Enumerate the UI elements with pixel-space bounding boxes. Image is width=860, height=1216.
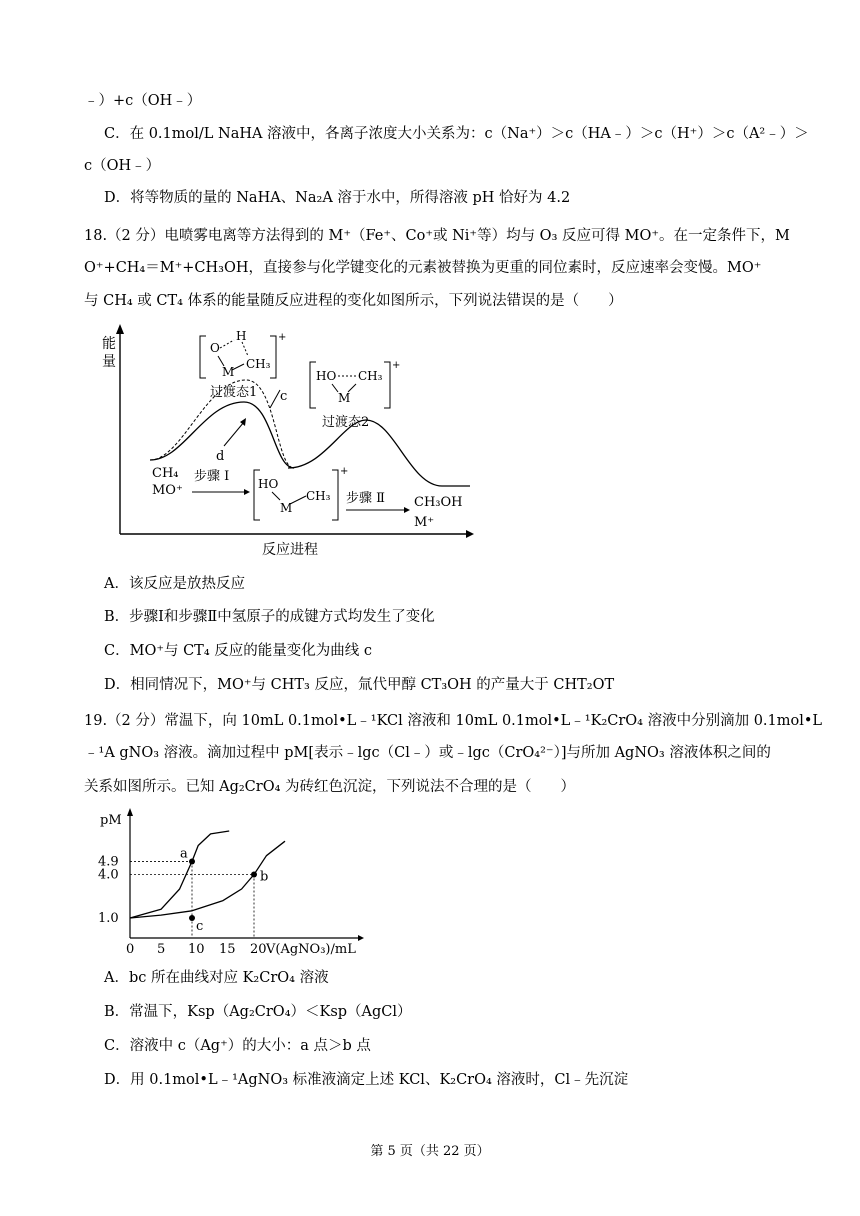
svg-text:+: +	[392, 360, 401, 371]
option-d: D．相同情况下，MO⁺与 CHT₃ 反应，氚代甲醇 CT₃OH 的产量大于 CHT₂OT	[104, 677, 615, 693]
option-b: B．常温下，Ksp（Ag₂CrO₄）＜Ksp（AgCl）	[104, 1004, 412, 1020]
svg-text:O: O	[210, 341, 220, 355]
svg-text:H: H	[236, 329, 247, 343]
svg-text:M: M	[222, 365, 235, 379]
question-18: 18.（2 分）电喷雾电离等方法得到的 M⁺（Fe⁺、Co⁺或 Ni⁺等）均与 O₃ 反应可得 MO⁺。在一定条件下，M	[84, 228, 790, 244]
option-a: A．bc 所在曲线对应 K₂CrO₄ 溶液	[104, 970, 329, 986]
svg-text:M⁺: M⁺	[414, 515, 435, 530]
x-axis-label: V(AgNO₃)/mL	[266, 942, 356, 957]
point-a	[189, 858, 195, 864]
transition-state-1: 过渡态1	[210, 385, 258, 400]
option-d: D．用 0.1mol•L﹣¹AgNO₃ 标准液滴定上述 KCl、K₂CrO₄ 溶液时，Cl﹣先沉淀	[104, 1072, 629, 1088]
svg-text:量: 量	[102, 354, 116, 370]
y-tick-label: 4.0	[98, 867, 119, 883]
svg-text:MO⁺: MO⁺	[152, 483, 183, 498]
point-label: c	[196, 919, 204, 934]
question-19: 19.（2 分）常温下，向 10mL 0.1mol•L﹣¹KCl 溶液和 10mL 0.1mol•L﹣¹K₂CrO₄ 溶液中分别滴加 0.1mol•L	[84, 713, 823, 729]
point-label: b	[260, 869, 269, 885]
x-tick-label: 15	[219, 942, 236, 957]
svg-text:HO: HO	[258, 477, 279, 491]
text-line: ﹣¹A gNO₃ 溶液。滴加过程中 pM[表示﹣lgc（Cl﹣）或﹣lgc（CrO₄²⁻）]与所加 AgNO₃ 溶液体积之间的	[84, 745, 771, 761]
text-line: ﹣）+c（OH﹣）	[84, 93, 202, 109]
svg-text:CH₃OH: CH₃OH	[414, 495, 463, 510]
transition-state-2: 过渡态2	[322, 415, 370, 430]
option-c: C．溶液中 c（Ag⁺）的大小：a 点＞b 点	[104, 1038, 371, 1054]
x-axis-label: 反应进程	[262, 542, 318, 558]
x-tick-label: 5	[157, 942, 166, 957]
svg-text:+: +	[278, 332, 287, 343]
svg-text:CH₃: CH₃	[246, 357, 271, 371]
svg-text:CH₃: CH₃	[358, 369, 383, 383]
page-footer: 第 5 页（共 22 页）	[370, 1144, 490, 1159]
point-b	[251, 872, 257, 878]
option-a: A．该反应是放热反应	[104, 576, 245, 592]
x-tick-label: 20	[250, 942, 267, 957]
point-label: a	[180, 846, 188, 862]
curve-c-label: c	[280, 389, 288, 404]
curve-d-label: d	[216, 449, 225, 464]
svg-text:CH₄: CH₄	[152, 466, 179, 481]
option-c: C．在 0.1mol/L NaHA 溶液中，各离子浓度大小关系为：c（Na⁺）＞c（HA﹣）＞c（H⁺）＞c（A²﹣）＞	[104, 126, 809, 142]
text-line: 与 CH₄ 或 CT₄ 体系的能量随反应进程的变化如图所示，下列说法错误的是（ ）	[84, 293, 623, 309]
x-tick-label: 10	[188, 942, 205, 957]
option-b: B．步骤Ⅰ和步骤Ⅱ中氢原子的成键方式均发生了变化	[104, 609, 435, 625]
text-line: O⁺+CH₄＝M⁺+CH₃OH，直接参与化学键变化的元素被替换为更重的同位素时，反应速率会变慢。MO⁺	[84, 260, 762, 276]
option-c: C．MO⁺与 CT₄ 反应的能量变化为曲线 c	[104, 643, 373, 659]
option-d: D．将等物质的量的 NaHA、Na₂A 溶于水中，所得溶液 pH 恰好为 4.2	[104, 190, 571, 206]
svg-text:M: M	[280, 501, 293, 515]
svg-text:+: +	[340, 466, 349, 477]
svg-text:步骤 Ⅱ: 步骤 Ⅱ	[346, 491, 385, 506]
energy-diagram	[94, 322, 474, 562]
text-line: 关系如图所示。已知 Ag₂CrO₄ 为砖红色沉淀，下列说法不合理的是（ ）	[84, 779, 576, 795]
pm-chart	[96, 808, 376, 958]
y-tick-label: 4.9	[98, 854, 119, 870]
svg-text:M: M	[338, 391, 351, 405]
y-tick-label: 1.0	[98, 911, 119, 926]
point-c	[189, 915, 195, 921]
svg-text:步骤 Ⅰ: 步骤 Ⅰ	[194, 469, 230, 484]
svg-text:HO: HO	[316, 369, 337, 383]
svg-text:CH₃: CH₃	[306, 489, 331, 503]
text-line: c（OH﹣）	[84, 158, 161, 174]
y-axis-label: pM	[100, 813, 122, 828]
x-tick-label: 0	[126, 942, 135, 957]
y-axis-label: 能	[102, 336, 116, 352]
